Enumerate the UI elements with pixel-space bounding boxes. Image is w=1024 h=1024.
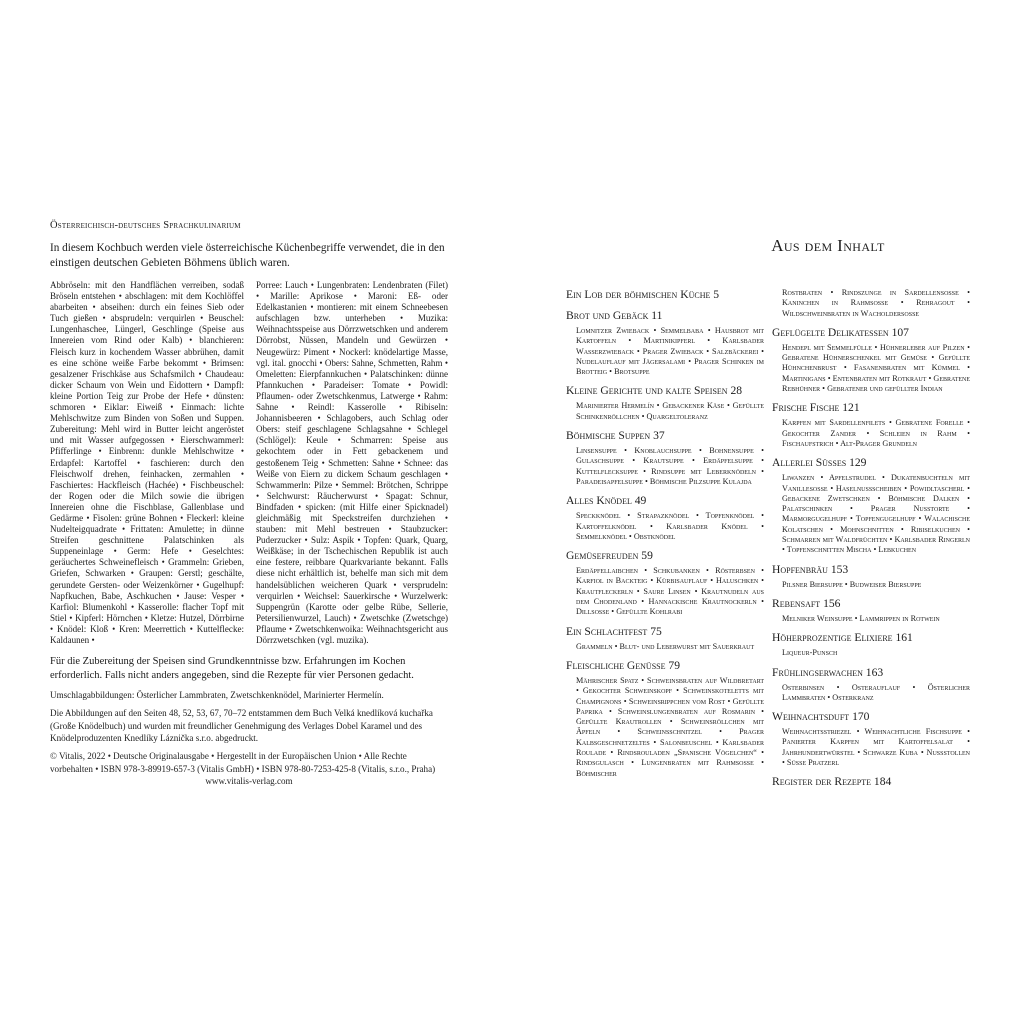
toc-section-items: Liqueur-Punsch [782,648,838,658]
glossary-heading: Österreichisch-deutsches Sprachkulinarium [50,220,241,231]
toc-columns [566,288,970,796]
toc-section [772,775,970,789]
glossary-columns [50,280,448,646]
toc-section-title: Hopfenbräu 153 [772,562,849,576]
toc-section-items: Lomnitzer Zwieback • Semmelbaba • Hausbrot mit Kartoffeln • Martinikipferl • Karlsbader Wasserzwieback • Prager Zwieback • Salzbäckerei • Nudelauflauf mit Jägersalami • Prager Schinken im Brotteig • Brotsuppe [576,326,764,377]
toc-section-items: Marinierter Hermelín • Gebackener Käse • Gefüllte Schinkenröllchen • Quargeltoleranz [576,401,764,421]
toc-section-title: Ein Schlachtfest 75 [566,624,662,638]
website: www.vitalis-verlag.com [205,775,293,786]
left-page [50,220,448,787]
toc-section-title: Weihnachtsduft 170 [772,710,870,724]
toc-section-title: Fleischliche Genüsse 79 [566,658,680,672]
toc-section-title: Böhmische Suppen 37 [566,429,665,443]
copyright: © Vitalis, 2022 • Deutsche Originalausgabe • Hergestellt in der Europäischen Union • Alle Rechte vorbehalten • ISBN 978-3-89919-657-3 (Vitalis GmbH) • ISBN 978-80-7253-425-8 (Vitalis, s.r.o., Praha) [50,751,436,774]
toc-section-items: Hendерl mit Semmelfülle • Hühnerleber auf Pilzen • Gebratene Hühnerschenkel mit Gemüse • Gefüllte Hühnchenbrust • Fasanenbraten mit Kümmel • Martinigans • Entenbraten mit Rotkraut • Gebratene Rebhühner • Gebratener und gefüllter Indian [782,342,970,394]
toc-section [772,666,970,704]
right-page [566,236,970,796]
toc-title: Aus dem Inhalt [771,236,885,255]
toc-section [566,288,764,302]
toc-section [566,309,764,377]
toc-section [566,384,764,422]
glossary-intro: In diesem Kochbuch werden viele österreichische Küchenbegriffe verwendet, die in den einstigen deutschen Gebieten Böhmens üblich waren. [50,242,445,269]
toc-section-title: Allerlei Süsses 129 [772,456,867,470]
toc-section [772,326,970,394]
toc-section-title: Ein Lob der böhmischen Küche 5 [566,288,720,301]
toc-section-items: Osterbinsen • Osterauflauf • Österlicher Lammbraten • Osterkranz [782,682,970,702]
toc-section [566,429,764,487]
toc-section [772,631,970,658]
toc-section [566,659,764,779]
toc-section-items: Linsensuppe • Knoblauchsuppe • Bohnensuppe • Gulaschsuppe • Krautsuppe • Erdäpfelsuppe • Kuttelflecksuppe • Rindsuppe mit Leberknödeln • Paradeisapfelsuppe • Böhmische Pilzsuppe Kulajda [576,446,764,486]
recipe-note: Für die Zubereitung der Speisen sind Grundkenntnisse bzw. Erfahrungen im Kochen erforderlich. Falls nicht anders angegeben, sind die Rezepte für vier Personen gedacht. [50,656,414,682]
toc-section [772,288,970,319]
toc-section-title: Kleine Gerichte und kalte Speisen 28 [566,384,743,398]
toc-section [772,563,970,590]
toc-section-title: Frühlingserwachen 163 [772,665,884,679]
toc-section-items: Weihnachtsstriezel • Weihnachtliche Fischsuppe • Panierter Karpfen mit Kartoffelsalat • Jahrhundertwürstel • Schwarze Kuba • Nussstollen • Süsse Pratzerl [782,727,970,768]
glossary-column-1: Abbröseln: mit den Handflächen verreiben, sodaß Bröseln entstehen • abschlagen: mit dem Kochlöffel abarbeiten • abseihen: durch ein feines Sieb oder Tuch gießen • absprudeln: verquirlen • Beuschel: Lungenhaschee, Lüngerl, Geschlinge (Speise aus Innereien vom Rind oder Kalb) • blanchieren: Fleisch kurz in kochendem Wasser abbrühen, damit es eine schöne weiße Farbe bekommt • Brimsen: gesalzener Frischkäse aus Schafsmilch • Chaudeau: dicker Schaum von Wein und Eidottern • Dampfl: kleine Portion Teig zur Probe der Hefe • dünsten: schmoren • Eiklar: Eiweiß • Einmach: lichte Mehlschwitze zum Binden von Soßen und Suppen. Zubereitung: Mehl wird in Butter leicht angeröstet und mit Wasser aufgegossen • Eierschwammerl: Pfifferlinge • Einbrenn: dunkle Mehlschwitze • Erdapfel: Kartoffel • faschieren: durch den Fleischwolf drehen, feinhacken, zermahlen • Faschiertes: Hackfleisch (Hachée) • Fischbeuschel: der Rogen oder die Milch sowie die übrigen Innereien ohne die Fischblase, Gallenblase und Gedärme • Fisolen: grüne Bohnen • Fleckerl: kleine Nudelteigquadrate • Frittaten: Amulette; in dünne Streifen geschnittene Palatschinken als Suppeneinlage • Germ: Hefe • Geselchtes: geräuchertes Schweinefleisch • Grammeln: Grieben, Griefen, Schwarken • Graupen: Gerstl; geschälte, gerundete Gersten- oder Weizenkörner • Gugelhupf: Napfkuchen, Babe, Aschkuchen • Jause: Vesper • Karfiol: Blumenkohl • Kasserolle: flacher Topf mit Stiel • Kipferl: Hörnchen • Kletze: Hutzel, Dörrbirne • Knödel: Kloß • Kren: Meerrettich • Kuttelflecke: Kaldaunen • [50,280,244,645]
toc-section-items: Karpfen mit Sardellenfilets • Gebratene Forelle • Gekochter Zander • Schleien in Rahm • Fischaufstrich • Alt-Prager Grundeln [782,418,970,448]
toc-section-items: Grammeln • Blut- und Leberwurst mit Sauerkraut [576,641,755,651]
toc-section [772,710,970,768]
toc-section-items: Rostbraten • Rindszunge in Sardellensosse • Kaninchen in Rahmsosse • Rehragout • Wildschweinbraten in Wacholdersosse [782,288,970,318]
toc-section-items: Mährischer Spatz • Schweinsbraten auf Wildbretart • Gekochter Schweinskopf • Schweinskoteletts mit Champignons • Schweinsrippchen vom Rost • Gefüllte Paprika • Schweinslungenbraten auf Rosmarin • Gefüllte Krautrollen • Schweinsröllchen mit Äpfeln • Schweinsschnitzel • Prager Kalbsgeschnetzeltes • Salonbeuschel • Karlsbader Roulade • Rindsrouladen „Spanische Vögelchen“ • Rindsgulasch • Lungenbraten mit Rahmsosse • Böhmischer [576,675,764,778]
cover-images-note: Umschlagabbildungen: Österlicher Lammbraten, Zwetschkenknödel, Marinierter Hermelín. [50,690,384,701]
toc-section-title: Geflügelte Delikatessen 107 [772,325,909,339]
toc-section-title: Höherprozentige Elixiere 161 [772,631,913,645]
toc-section [566,549,764,617]
toc-section-title: Alles Knödel 49 [566,494,647,508]
toc-section [566,625,764,652]
toc-section-items: Pilsner Biersuppe • Budweiser Biersuppe [782,579,922,589]
image-credits: Die Abbildungen auf den Seiten 48, 52, 53, 67, 70–72 entstammen dem Buch Velká knedlíková kuchařka (Große Knödelbuch) und wurden mit freundlicher Genehmigung des Verlages Dobel Karamel und des Knödelproduzenten Knedlíky Láznička s.r.o. abgedruckt. [50,708,433,743]
toc-section [772,401,970,449]
toc-section-title: Frische Fische 121 [772,401,860,415]
toc-section-title: Rebensaft 156 [772,596,841,610]
toc-section-items: Melniker Weinsuppe • Lammrippen in Rotwein [782,613,940,623]
toc-section-title: Register der Rezepte 184 [772,775,892,789]
toc-section-title: Gemüsefreuden 59 [566,549,653,563]
toc-section-title: Brot und Gebäck 11 [566,309,663,322]
toc-section [566,494,764,542]
toc-section-items: Liwanzen • Apfelstrudel • Dukatenbuchteln mit Vanillesosse • Haselnussscheiben • Powidltascherl • Gebackene Zwetschken • Böhmische Dalken • Palatschinken • Prager Nusstorte • Marmorgugelhupf • Topfengugelhupf • Walachische Kolatschen • Mohnschnitten • Ribiselkuchen • Schmarren mit Waldfrüchten • Karlsbader Ringerln • Topfenschnitten Mischa • Lebkuchen [782,473,970,555]
toc-column-1 [566,288,764,796]
toc-section [772,456,970,555]
glossary-column-2: Porree: Lauch • Lungenbraten: Lendenbraten (Filet) • Marille: Aprikose • Maroni: Eß- oder Edelkastanien • montieren: mit einem Schneebesen aufschlagen bzw. unterheben • Muzika: Weihnachtsspeise aus Dörrzwetschken und anderem Dörrobst, Nüssen, Mandeln und Gewürzen • Neugewürz: Piment • Nockerl: knödelartige Masse, vgl. ital. gnocchi • Obers: Sahne, Schmetten, Rahm • Omeletten: Eierpfannkuchen • Palatschinken: dünne Pfannkuchen • Paradeiser: Tomate • Powidl: Pflaumen- oder Zwetschkenmus, Latwerge • Rahm: Sahne • Reindl: Kasserolle • Ribiseln: Johannisbeeren • Schlagobers, auch Schlag oder Obers: steif geschlagene Schlagsahne • Schlegel (Schlögel): Keule • Schmarren: Speise aus gekochtem oder in Fett gebackenem und gestoßenem Teig • Schmetten: Sahne • Schnee: das Weiße von Eiern zu dickem Schaum geschlagen • Schwammerln: Pilze • Semmel: Brötchen, Schrippe • Selchwurst: Räucherwurst • Spagat: Schnur, Bindfaden • spicken: (mit Hilfe einer Spicknadel) gleichmäßig mit Speckstreifen durchziehen • stauben: mit Mehl bestreuen • Staubzucker: Puderzucker • Sulz: Aspik • Topfen: Quark, Quarg, Weißkäse; in der Tschechischen Republik ist auch eine festere, reibbare Quarkvariante bekannt. Falls diese nicht erhältlich ist, behelfe man sich mit dem handelsüblichen weicheren Quark • versprudeln: verquirlen • Weichsel: Sauerkirsche • Wurzelwerk: Suppengrün (Karotte oder gelbe Rübe, Sellerie, Petersilienwurzel, Lauch) • Zwetschke (Zwetschge) Pflaume • Zwetschkenwoika: Weihnachtsgericht aus Dörrzwetschken (vgl. muzika). [256,280,448,645]
toc-column-2 [772,288,970,796]
toc-section-items: Speckknödel • Strapazknödel • Topfenknödel • Kartoffelknödel • Karlsbader Knödel • Semmelknödel • Obstknödel [576,511,764,541]
toc-section [772,597,970,624]
toc-section-items: Erdäpfellaibchen • Schkubanken • Rösterbsen • Karfiol in Backteig • Kürbisauflauf • Haluschken • Krautfleckerln • Saure Linsen • Krautnudeln aus dem Chodenland • Hannackische Krautnockerln • Dillsoße • Gefüllte Kohlrabi [576,566,764,617]
